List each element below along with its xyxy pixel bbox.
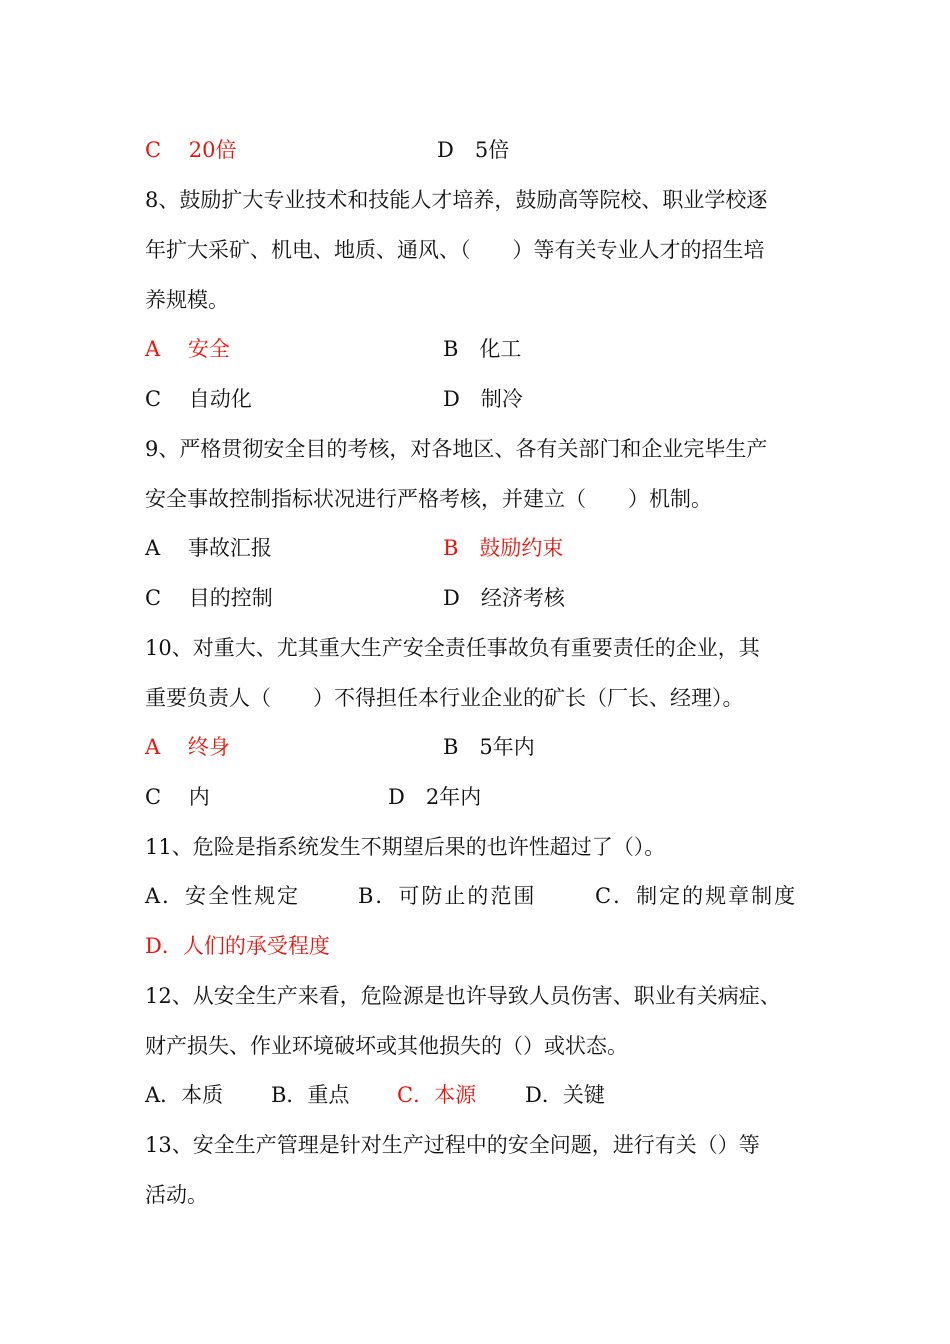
- q8-option-c: C 自动化: [145, 387, 252, 411]
- q8-option-a: A 安全: [145, 337, 230, 361]
- q10-option-c: C 内: [145, 785, 210, 809]
- q11-option-c: C．制定的规章制度: [595, 884, 798, 908]
- q10-option-b: B 5年内: [443, 735, 535, 759]
- q7-option-c: C 20倍: [145, 138, 237, 162]
- q11-text-line-1: 11、危险是指系统发生不期望后果的也许性超过了（）。: [145, 835, 666, 859]
- q13-text-line-1: 13、安全生产管理是针对生产过程中的安全问题，进行有关（）等: [145, 1133, 760, 1157]
- q8-text-line-1: 8、鼓励扩大专业技术和技能人才培养，鼓励高等院校、职业学校逐: [145, 188, 768, 212]
- q12-option-a: A．本质: [145, 1083, 224, 1107]
- q12-option-b: B．重点: [271, 1083, 350, 1107]
- q10-option-a: A 终身: [145, 735, 230, 759]
- q12-text-line-1: 12、从安全生产来看，危险源是也许导致人员伤害、职业有关病症、: [145, 984, 781, 1008]
- q8-text-line-3: 养规模。: [145, 288, 229, 312]
- q7-option-d: D 5倍: [437, 138, 510, 162]
- q10-text-line-2: 重要负责人（ ）不得担任本行业企业的矿长（厂长、经理）。: [145, 686, 744, 710]
- q12-option-d: D．关键: [525, 1083, 605, 1107]
- q9-option-b: B 鼓励约束: [443, 536, 564, 560]
- q9-text-line-1: 9、严格贯彻安全目的考核，对各地区、各有关部门和企业完毕生产: [145, 437, 768, 461]
- q9-option-a: A 事故汇报: [145, 536, 272, 560]
- q8-text-line-2: 年扩大采矿、机电、地质、通风、（ ）等有关专业人才的招生培: [145, 238, 765, 262]
- q11-option-d: D．人们的承受程度: [145, 934, 330, 958]
- q9-option-c: C 目的控制: [145, 586, 273, 610]
- q12-text-line-2: 财产损失、作业环境破坏或其他损失的（）或状态。: [145, 1034, 628, 1058]
- q8-option-b: B 化工: [443, 337, 522, 361]
- q12-option-c: C．本源: [397, 1083, 477, 1107]
- q11-option-a: A．安全性规定: [145, 884, 301, 908]
- q9-option-d: D 经济考核: [443, 586, 565, 610]
- q10-text-line-1: 10、对重大、尤其重大生产安全责任事故负有重要责任的企业，其: [145, 636, 760, 660]
- q10-option-d: D 2年内: [388, 785, 482, 809]
- q11-option-b: B．可防止的范围: [358, 884, 537, 908]
- q13-text-line-2: 活动。: [145, 1183, 208, 1207]
- q8-option-d: D 制冷: [443, 387, 523, 411]
- q9-text-line-2: 安全事故控制指标状况进行严格考核，并建立（ ）机制。: [145, 487, 712, 511]
